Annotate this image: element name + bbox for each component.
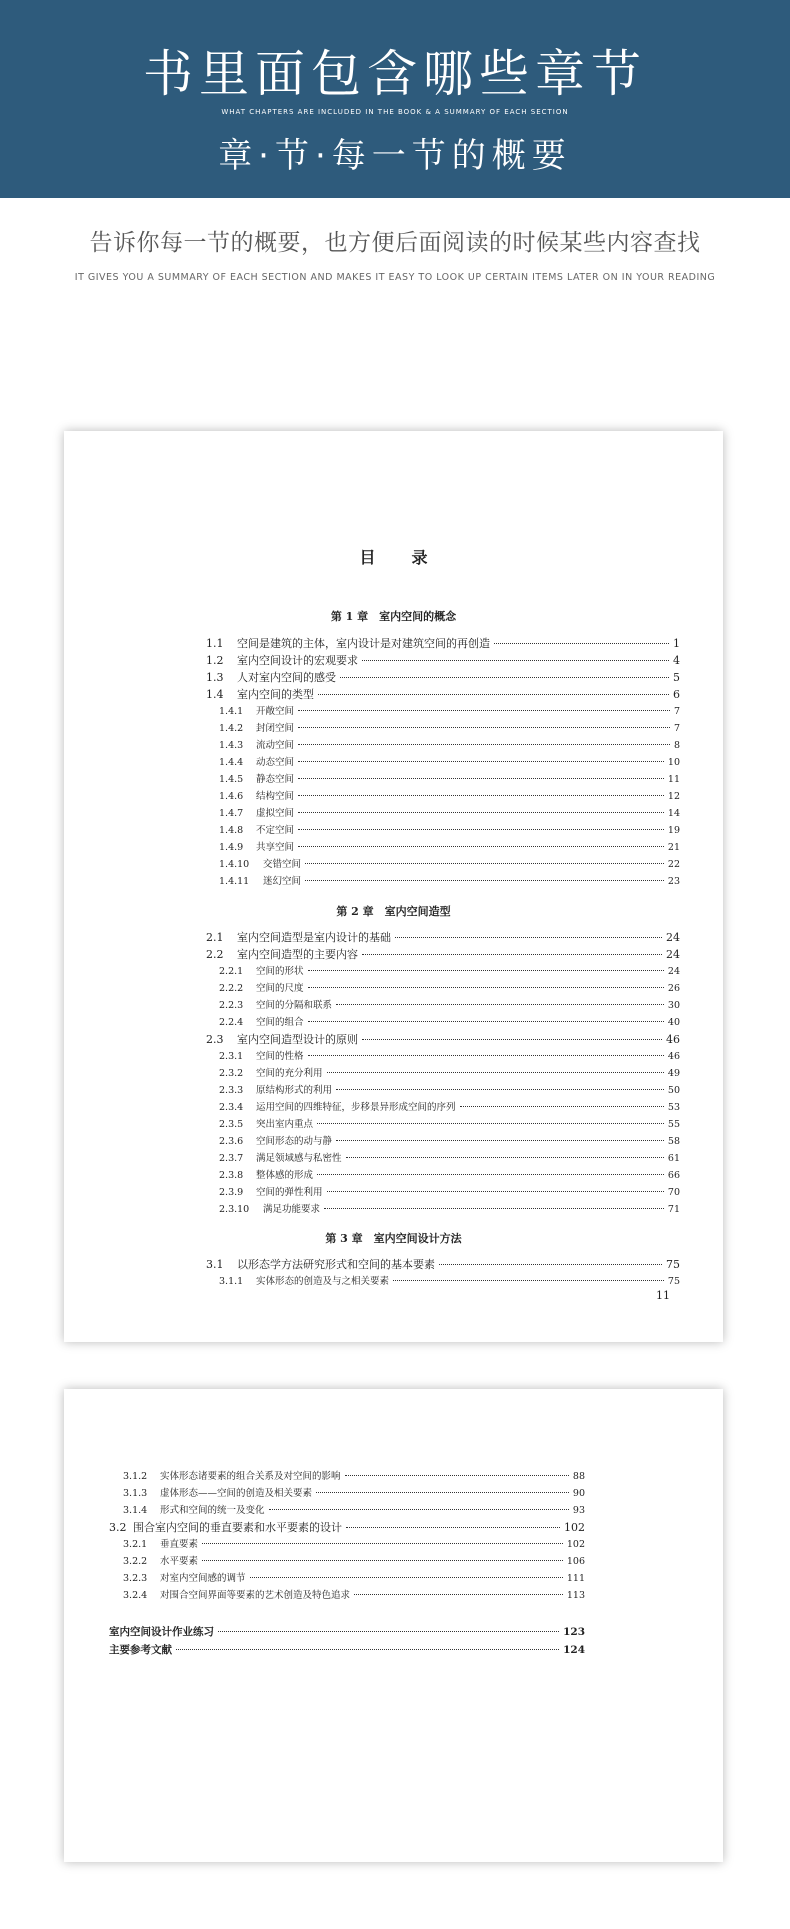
- entry-label: 运用空间的四维特征，步移景异形成空间的序列: [256, 1102, 456, 1113]
- toc-entry[interactable]: [123, 1553, 585, 1569]
- toc-entry[interactable]: [219, 703, 680, 719]
- dot-leader: [308, 970, 664, 971]
- entry-label: 迷幻空间: [263, 876, 302, 887]
- dot-leader: [494, 643, 669, 644]
- dot-leader: [269, 1509, 569, 1510]
- entry-number: 2.2.3: [219, 1000, 244, 1011]
- dot-leader: [336, 1089, 664, 1090]
- toc-entry[interactable]: [123, 1485, 585, 1501]
- dot-leader: [346, 1157, 664, 1158]
- entry-page: 8: [673, 740, 680, 751]
- entry-label: 垂直要素: [160, 1539, 199, 1550]
- entry-label: 虚拟空间: [256, 808, 295, 819]
- entry-page: 21: [667, 842, 680, 853]
- dot-leader: [439, 1264, 662, 1265]
- entry-number: 3.2.3: [123, 1573, 148, 1584]
- toc-entry[interactable]: [219, 1167, 680, 1183]
- banner-subtitle-en: WHAT CHAPTERS ARE INCLUDED IN THE BOOK & A SUMMARY OF EACH SECTION: [221, 108, 569, 116]
- tagline-en: IT GIVES YOU A SUMMARY OF EACH SECTION AND MAKES IT EASY TO LOOK UP CERTAIN ITEMS LATER ON IN YOUR READING: [74, 272, 716, 283]
- toc-entry[interactable]: [219, 822, 680, 838]
- toc-entry[interactable]: [206, 635, 680, 651]
- entry-number: 2.3.8: [219, 1170, 244, 1181]
- toc-entry[interactable]: [219, 1048, 680, 1064]
- entry-label: 人对室内空间的感受: [237, 671, 336, 684]
- dot-leader: [298, 812, 664, 813]
- entry-number: 1.4.1: [219, 706, 244, 717]
- entry-label: 满足领域感与私密性: [256, 1153, 342, 1164]
- dot-leader: [327, 1072, 664, 1073]
- entry-number: 2.2.1: [219, 966, 244, 977]
- dot-leader: [202, 1560, 563, 1561]
- entry-page: 30: [667, 1000, 680, 1011]
- toc-entry[interactable]: [219, 1116, 680, 1132]
- entry-number: 3.2.4: [123, 1590, 148, 1601]
- entry-page: 49: [667, 1068, 680, 1079]
- entry-number: 3.1.4: [123, 1505, 148, 1516]
- entry-page: 5: [673, 671, 680, 684]
- banner-subtitle: 章·节·每一节的概要: [218, 136, 572, 176]
- entry-number: 3.1.1: [219, 1276, 244, 1287]
- toc-entry[interactable]: [219, 1065, 680, 1081]
- entry-number: 2.3.1: [219, 1051, 244, 1062]
- entry-label: 室内空间设计作业练习: [109, 1626, 214, 1638]
- toc-entry[interactable]: [219, 754, 680, 770]
- entry-number: 1.4.2: [219, 723, 244, 734]
- entry-page: 102: [566, 1539, 585, 1550]
- entry-label: 满足功能要求: [263, 1204, 321, 1215]
- dot-leader: [324, 1208, 664, 1209]
- toc-entry[interactable]: [219, 771, 680, 787]
- toc-entry[interactable]: [219, 1082, 680, 1098]
- entry-label: 空间的尺度: [256, 983, 304, 994]
- entry-number: 3.2.2: [123, 1556, 148, 1567]
- entry-page: 75: [667, 1276, 680, 1287]
- header-banner: [0, 0, 790, 198]
- entry-number: 2.3.10: [219, 1204, 250, 1215]
- entry-page: 113: [566, 1590, 585, 1601]
- toc-entry[interactable]: [123, 1587, 585, 1603]
- dot-leader: [298, 829, 664, 830]
- entry-label: 室内空间造型设计的原则: [237, 1033, 358, 1046]
- toc-entry[interactable]: [219, 997, 680, 1013]
- entry-page: 40: [667, 1017, 680, 1028]
- toc-entry[interactable]: [219, 1014, 680, 1030]
- entry-page: 106: [566, 1556, 585, 1567]
- entry-page: 102: [564, 1521, 585, 1534]
- entry-label: 空间的性格: [256, 1051, 304, 1062]
- entry-number: 2.2.2: [219, 983, 244, 994]
- entry-label: 流动空间: [256, 740, 295, 751]
- toc-entry[interactable]: [109, 1519, 585, 1535]
- entry-label: 围合室内空间的垂直要素和水平要素的设计: [133, 1521, 342, 1534]
- entry-number: 2.3.7: [219, 1153, 244, 1164]
- entry-label: 共享空间: [256, 842, 295, 853]
- entry-number: 3.1: [206, 1258, 224, 1271]
- entry-label: 主要参考文献: [109, 1644, 172, 1656]
- dot-leader: [298, 710, 670, 711]
- entry-label: 整体感的形成: [256, 1170, 314, 1181]
- entry-number: 1.2: [206, 654, 224, 667]
- entry-number: 1.4.8: [219, 825, 244, 836]
- entry-page: 22: [667, 859, 680, 870]
- dot-leader: [298, 846, 664, 847]
- entry-page: 7: [673, 723, 680, 734]
- entry-number: 2.1: [206, 931, 224, 944]
- toc-entry[interactable]: [123, 1536, 585, 1552]
- dot-leader: [345, 1475, 569, 1476]
- entry-number: 2.3.5: [219, 1119, 244, 1130]
- entry-page: 11: [667, 774, 680, 785]
- entry-page: 124: [563, 1644, 585, 1656]
- entry-label: 形式和空间的统一及变化: [160, 1505, 265, 1516]
- entry-number: 2.3.6: [219, 1136, 244, 1147]
- entry-page: 53: [667, 1102, 680, 1113]
- toc-entry[interactable]: [219, 963, 680, 979]
- entry-label: 空间的组合: [256, 1017, 304, 1028]
- entry-page: 75: [666, 1258, 680, 1271]
- entry-number: 1.4.3: [219, 740, 244, 751]
- dot-leader: [393, 1280, 664, 1281]
- entry-page: 70: [667, 1187, 680, 1198]
- entry-page: 23: [667, 876, 680, 887]
- page-number: 11: [656, 1289, 670, 1302]
- entry-label: 空间的形状: [256, 966, 304, 977]
- entry-page: 24: [666, 931, 680, 944]
- entry-page: 12: [667, 791, 680, 802]
- entry-label: 虚体形态——空间的创造及相关要素: [160, 1488, 313, 1499]
- toc-entry[interactable]: [206, 1256, 680, 1272]
- entry-number: 1.4.11: [219, 876, 250, 887]
- entry-page: 4: [673, 654, 680, 667]
- entry-label: 结构空间: [256, 791, 295, 802]
- entry-number: 3.2: [109, 1521, 127, 1534]
- toc-entry[interactable]: [206, 652, 680, 668]
- toc-entry[interactable]: [219, 1184, 680, 1200]
- toc-entry[interactable]: [206, 686, 680, 702]
- toc-entry[interactable]: [206, 1031, 680, 1047]
- entry-page: 58: [667, 1136, 680, 1147]
- entry-number: 1.4.7: [219, 808, 244, 819]
- entry-number: 3.1.2: [123, 1471, 148, 1482]
- entry-number: 1.4: [206, 688, 224, 701]
- entry-label: 空间的弹性利用: [256, 1187, 323, 1198]
- toc-entry[interactable]: [219, 805, 680, 821]
- entry-label: 空间的充分利用: [256, 1068, 323, 1079]
- entry-label: 水平要素: [160, 1556, 199, 1567]
- entry-number: 2.3.2: [219, 1068, 244, 1079]
- entry-page: 24: [667, 966, 680, 977]
- entry-label: 室内空间造型的主要内容: [237, 948, 358, 961]
- dot-leader: [362, 660, 669, 661]
- entry-page: 66: [667, 1170, 680, 1181]
- entry-page: 7: [673, 706, 680, 717]
- toc-entry[interactable]: [123, 1570, 585, 1586]
- entry-page: 50: [667, 1085, 680, 1096]
- entry-label: 原结构形式的利用: [256, 1085, 333, 1096]
- entry-number: 2.3.3: [219, 1085, 244, 1096]
- entry-page: 1: [673, 637, 680, 650]
- entry-number: 1.4.9: [219, 842, 244, 853]
- entry-label: 空间的分隔和联系: [256, 1000, 333, 1011]
- entry-number: 2.2.4: [219, 1017, 244, 1028]
- toc-entry[interactable]: [219, 1273, 680, 1289]
- dot-leader: [362, 954, 662, 955]
- toc-entry[interactable]: [219, 1133, 680, 1149]
- entry-number: 1.4.6: [219, 791, 244, 802]
- entry-page: 111: [566, 1573, 585, 1584]
- toc-entry[interactable]: [219, 980, 680, 996]
- dot-leader: [218, 1631, 559, 1632]
- toc-extra-entry[interactable]: [109, 1642, 585, 1658]
- entry-number: 1.4.10: [219, 859, 250, 870]
- entry-page: 88: [572, 1471, 585, 1482]
- entry-label: 交错空间: [263, 859, 302, 870]
- dot-leader: [336, 1004, 664, 1005]
- toc-entry[interactable]: [123, 1468, 585, 1484]
- entry-number: 1.4.5: [219, 774, 244, 785]
- toc-entry[interactable]: [206, 929, 680, 945]
- entry-label: 封闭空间: [256, 723, 295, 734]
- entry-number: 3.2.1: [123, 1539, 148, 1550]
- dot-leader: [298, 795, 664, 796]
- toc-entry[interactable]: [219, 873, 680, 889]
- toc-extra-entry[interactable]: [109, 1624, 585, 1640]
- dot-leader: [298, 744, 670, 745]
- entry-number: 2.3.4: [219, 1102, 244, 1113]
- dot-leader: [202, 1543, 563, 1544]
- entry-label: 室内空间造型是室内设计的基础: [237, 931, 391, 944]
- entry-number: 1.3: [206, 671, 224, 684]
- dot-leader: [308, 987, 664, 988]
- entry-page: 71: [667, 1204, 680, 1215]
- toc-entry[interactable]: [219, 1201, 680, 1217]
- toc-entry[interactable]: [219, 788, 680, 804]
- dot-leader: [336, 1140, 664, 1141]
- tagline: 告诉你每一节的概要，也方便后面阅读的时候某些内容查找: [89, 230, 701, 256]
- entry-number: 2.2: [206, 948, 224, 961]
- entry-page: 90: [572, 1488, 585, 1499]
- chapter-heading: 第 1 章 室内空间的概念: [330, 610, 457, 623]
- dot-leader: [305, 863, 664, 864]
- entry-number: 1.1: [206, 637, 224, 650]
- toc-entry[interactable]: [219, 1099, 680, 1115]
- dot-leader: [305, 880, 664, 881]
- dot-leader: [308, 1055, 664, 1056]
- entry-page: 123: [563, 1626, 585, 1638]
- entry-label: 动态空间: [256, 757, 295, 768]
- toc-entry[interactable]: [206, 669, 680, 685]
- entry-number: 2.3.9: [219, 1187, 244, 1198]
- dot-leader: [327, 1191, 664, 1192]
- toc-entry[interactable]: [219, 856, 680, 872]
- toc-entry[interactable]: [206, 946, 680, 962]
- entry-page: 6: [673, 688, 680, 701]
- dot-leader: [395, 937, 662, 938]
- toc-page-1: [64, 431, 723, 1342]
- toc-entry[interactable]: [219, 1150, 680, 1166]
- entry-label: 空间是建筑的主体，室内设计是对建筑空间的再创造: [237, 637, 490, 650]
- dot-leader: [250, 1577, 563, 1578]
- entry-label: 开敞空间: [256, 706, 295, 717]
- entry-label: 不定空间: [256, 825, 295, 836]
- entry-label: 室内空间的类型: [237, 688, 314, 701]
- entry-page: 93: [572, 1505, 585, 1516]
- toc-page-2: [64, 1389, 723, 1862]
- entry-page: 19: [667, 825, 680, 836]
- entry-page: 46: [666, 1033, 680, 1046]
- entry-label: 以形态学方法研究形式和空间的基本要素: [237, 1258, 435, 1271]
- entry-page: 10: [667, 757, 680, 768]
- entry-page: 46: [667, 1051, 680, 1062]
- dot-leader: [176, 1649, 559, 1650]
- entry-number: 1.4.4: [219, 757, 244, 768]
- entry-label: 实体形态诸要素的组合关系及对空间的影响: [160, 1471, 341, 1482]
- dot-leader: [317, 1123, 664, 1124]
- entry-page: 24: [666, 948, 680, 961]
- banner-title: 书里面包含哪些章节: [143, 45, 647, 103]
- entry-label: 静态空间: [256, 774, 295, 785]
- dot-leader: [308, 1021, 664, 1022]
- entry-page: 26: [667, 983, 680, 994]
- dot-leader: [362, 1039, 662, 1040]
- entry-page: 55: [667, 1119, 680, 1130]
- toc-entry[interactable]: [219, 720, 680, 736]
- toc-entry[interactable]: [219, 737, 680, 753]
- entry-label: 突出室内重点: [256, 1119, 314, 1130]
- dot-leader: [317, 1174, 664, 1175]
- entry-label: 对室内空间感的调节: [160, 1573, 246, 1584]
- dot-leader: [298, 778, 664, 779]
- dot-leader: [298, 727, 670, 728]
- dot-leader: [318, 694, 669, 695]
- entry-page: 14: [667, 808, 680, 819]
- entry-label: 室内空间设计的宏观要求: [237, 654, 358, 667]
- dot-leader: [298, 761, 664, 762]
- entry-number: 2.3: [206, 1033, 224, 1046]
- toc-entry[interactable]: [123, 1502, 585, 1518]
- entry-label: 实体形态的创造及与之相关要素: [256, 1276, 390, 1287]
- chapter-heading: 第 3 章 室内空间设计方法: [325, 1232, 462, 1245]
- toc-entry[interactable]: [219, 839, 680, 855]
- entry-label: 对围合空间界面等要素的艺术创造及特色追求: [160, 1590, 351, 1601]
- dot-leader: [316, 1492, 569, 1493]
- dot-leader: [354, 1594, 563, 1595]
- chapter-heading: 第 2 章 室内空间造型: [336, 905, 451, 918]
- dot-leader: [460, 1106, 664, 1107]
- entry-label: 空间形态的动与静: [256, 1136, 333, 1147]
- entry-number: 3.1.3: [123, 1488, 148, 1499]
- toc-title: 目录: [359, 548, 464, 567]
- dot-leader: [346, 1527, 560, 1528]
- entry-page: 61: [667, 1153, 680, 1164]
- dot-leader: [340, 677, 669, 678]
